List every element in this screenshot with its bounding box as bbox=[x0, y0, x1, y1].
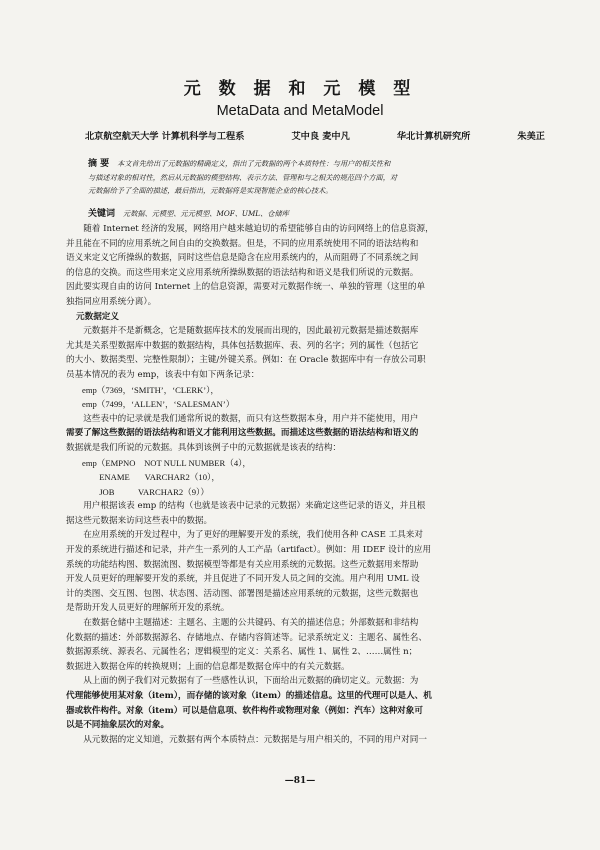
body-line: 因此要实现自由的访问 Internet 上的信息资源，需要对元数据作统一、单独的管理（这里的单 bbox=[66, 282, 426, 293]
body-line: 在应用系统的开发过程中，为了更好的理解要开发的系统，我们使用各种 CASE 工具来对 bbox=[83, 530, 423, 541]
body-line: 员基本情况的表为 emp，该表中有如下两条记录： bbox=[66, 369, 260, 380]
abstract-line: 与描述对象的相对性，然后从元数据的模型结构、表示方法、管理和与之相关的规范四个方面，对 bbox=[88, 173, 398, 182]
body-line: 需要了解这些数据的语法结构和语义才能利用这些数据。而描述这些数据的语法结构和语义的 bbox=[66, 428, 419, 439]
body-line: 数据源系统、源表名、元属性名；逻辑模型的定义：关系名、属性 1、属性 2、……属性 n； bbox=[66, 647, 418, 658]
author-line bbox=[85, 128, 545, 142]
body-line: 语义来定义它所操纵的数据，同时这些信息是隐含在应用系统内的，从而阻碍了不同系统之间 bbox=[66, 253, 419, 264]
body-line: 器或软件构件。对象（item）可以是信息项、软件构件或物理对象（例如：汽车）这种对象可 bbox=[66, 705, 423, 716]
body-text bbox=[66, 222, 550, 747]
abstract-label: 摘 要 bbox=[88, 159, 110, 169]
body-line: 独指同应用系统分离）。 bbox=[66, 296, 157, 307]
body-line: 从元数据的定义知道，元数据有两个本质特点：元数据是与用户相关的，不同的用户对同一 bbox=[83, 734, 427, 745]
body-line: 代理能够使用某对象（item），而存储的该对象（item）的描述信息。这里的代理可以是人、机 bbox=[66, 691, 432, 701]
code-line: ENAME VARCHAR2（10）， bbox=[82, 472, 220, 483]
keywords-label: 关键词 bbox=[88, 209, 116, 219]
body-line: 是帮助开发人员更好的理解所开发的系统。 bbox=[66, 603, 230, 614]
body-line: 随着 Internet 经济的发展，网络用户越来越迫切的希望能够自由的访问网络上的信息资源， bbox=[83, 224, 434, 234]
body-line: 计的类图、交互图、包图、状态图、活动图、部署图是描述应用系统的元数据，这些元数据也 bbox=[66, 588, 419, 599]
body-line: 的大小、数据类型、完整性限制）；主键/外键关系。例如：在 Oracle 数据库中有一存放公司职 bbox=[66, 355, 426, 366]
author-org-2: 华北计算机研究所 bbox=[396, 131, 471, 142]
paper-title: 元 数 据 和 元 模 型 bbox=[183, 79, 417, 99]
author-org-1: 北京航空航天大学 计算机科学与工程系 bbox=[85, 131, 245, 142]
author-names-1: 艾中良 麦中凡 bbox=[291, 131, 350, 142]
body-line: 数据就是我们所说的元数据。具体到该例子中的元数据就是该表的结构： bbox=[66, 442, 342, 453]
author-name-2: 朱美正 bbox=[517, 131, 545, 142]
body-line: 据这些元数据来访问这些表中的数据。 bbox=[66, 515, 213, 526]
body-line: 用户根据该表 emp 的结构（也就是该表中记录的元数据）来确定这些记录的语义，并且根 bbox=[83, 501, 426, 512]
abstract-line: 摘 要 本文首先给出了元数据的精确定义，指出了元数据的两个本质特性：与用户的相关性和 bbox=[88, 159, 391, 169]
body-line: 从上面的例子我们对元数据有了一些感性认识，下面给出元数据的确切定义。元数据：为 bbox=[83, 676, 419, 687]
abstract bbox=[88, 157, 543, 197]
keywords-text: 元数据、元模型、元元模型、MOF、UML、仓储库 bbox=[123, 209, 289, 218]
body-line: 数据进入数据仓库的转换规则；上面的信息都是数据仓库中的有关元数据。 bbox=[66, 661, 350, 672]
body-line: 在数据仓储中主题描述：主题名、主题的公共键码、有关的描述信息；外部数据和非结构 bbox=[83, 618, 419, 629]
body-line: 开发人员更好的理解要开发的系统，并且促进了不同开发人员之间的交流。用户利用 UML 设 bbox=[66, 574, 420, 585]
record-line: emp（7499，‘ALLEN’，‘SALESMAN’） bbox=[82, 399, 235, 410]
body-line: 并且能在不同的应用系统之间自由的交换数据。但是，不同的应用系统使用不同的语法结构和 bbox=[66, 238, 419, 249]
code-line: JOB VARCHAR2（9）） bbox=[82, 486, 209, 497]
body-line: 以是不同抽象层次的对象。 bbox=[66, 720, 170, 731]
record-line: emp（7369，‘SMITH’，‘CLERK’）， bbox=[82, 384, 220, 395]
abstract-line: 元数据给予了全面的描述，最后指出，元数据将是实现智能企业的核心技术。 bbox=[88, 186, 333, 195]
section-heading: 元数据定义 bbox=[76, 311, 119, 322]
body-line: 尤其是关系型数据库中数据的数据结构，具体包括数据库、表、列的名字；列的属性（包括它 bbox=[66, 340, 419, 351]
keywords bbox=[88, 206, 543, 219]
page-number: —81— bbox=[284, 776, 316, 786]
code-line: emp（EMPNO NOT NULL NUMBER（4）， bbox=[82, 457, 252, 468]
body-line: 元数据并不是新概念，它是随数据库技术的发展而出现的，因此最初元数据是描述数据库 bbox=[83, 326, 419, 337]
body-line: 系统的功能结构图、数据流图、数据模型等都是有关应用系统的元数据。这些元数据用来帮助 bbox=[66, 559, 419, 570]
body-line: 开发的系统进行描述和记录，并产生一系列的人工产品（artifact）。例如：用 IDEF 设计的应用 bbox=[66, 545, 432, 556]
body-line: 的信息的交换。而这些用来定义应用系统所操纵数据的语法结构和语义是我们所说的元数据。 bbox=[66, 267, 419, 278]
body-line: 这些表中的记录就是我们通常所说的数据，而只有这些数据本身，用户并不能使用，用户 bbox=[83, 413, 419, 424]
paper-subtitle: MetaData and MetaModel bbox=[216, 103, 384, 119]
body-line: 化数据的描述：外部数据源名、存储地点、存储内容简述等。记录系统定义：主题名、属性名、 bbox=[66, 632, 427, 643]
